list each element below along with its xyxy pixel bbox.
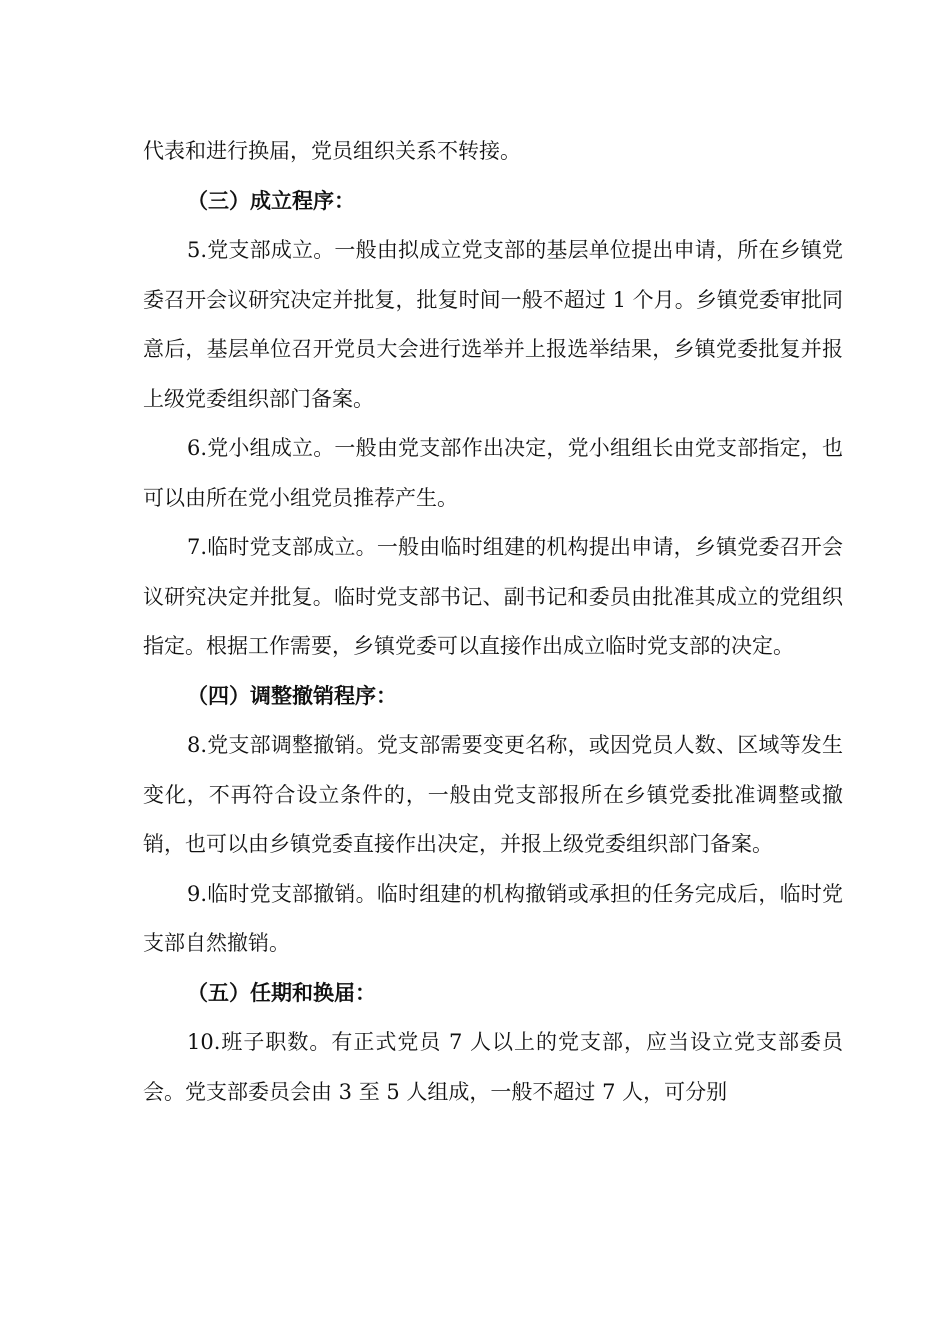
document-body [143,127,843,1117]
section-heading-term: （五）任期和换届： [187,980,376,1005]
section-heading-adjustment: （四）调整撤销程序： [187,683,397,708]
paragraph-item-6: 6.党小组成立。一般由党支部作出决定，党小组组长由党支部指定，也可以由所在党小组党员推荐产生。 [143,436,843,510]
paragraph-item-8: 8.党支部调整撤销。党支部需要变更名称，或因党员人数、区域等发生变化，不再符合设立条件的，一般由党支部报所在乡镇党委批准调整或撤销，也可以由乡镇党委直接作出决定，并报上级党委组织部门备案。 [143,733,843,856]
paragraph-item-7: 7.临时党支部成立。一般由临时组建的机构提出申请，乡镇党委召开会议研究决定并批复。临时党支部书记、副书记和委员由批准其成立的党组织指定。根据工作需要，乡镇党委可以直接作出成立临时党支部的决定。 [143,535,843,658]
paragraph-item-5: 5.党支部成立。一般由拟成立党支部的基层单位提出申请，所在乡镇党委召开会议研究决定并批复，批复时间一般不超过 1 个月。乡镇党委审批同意后，基层单位召开党员大会进行选举并上报选举结果，乡镇党委批复并报上级党委组织部门备案。 [143,238,843,411]
section-heading-establishment: （三）成立程序： [187,188,355,213]
paragraph-item-9: 9.临时党支部撤销。临时组建的机构撤销或承担的任务完成后，临时党支部自然撤销。 [143,881,843,955]
paragraph-continuation: 代表和进行换届，党员组织关系不转接。 [143,139,521,163]
paragraph-item-10: 10.班子职数。有正式党员 7 人以上的党支部，应当设立党支部委员会。党支部委员会由 3 至 5 人组成，一般不超过 7 人，可分别 [143,1030,843,1104]
